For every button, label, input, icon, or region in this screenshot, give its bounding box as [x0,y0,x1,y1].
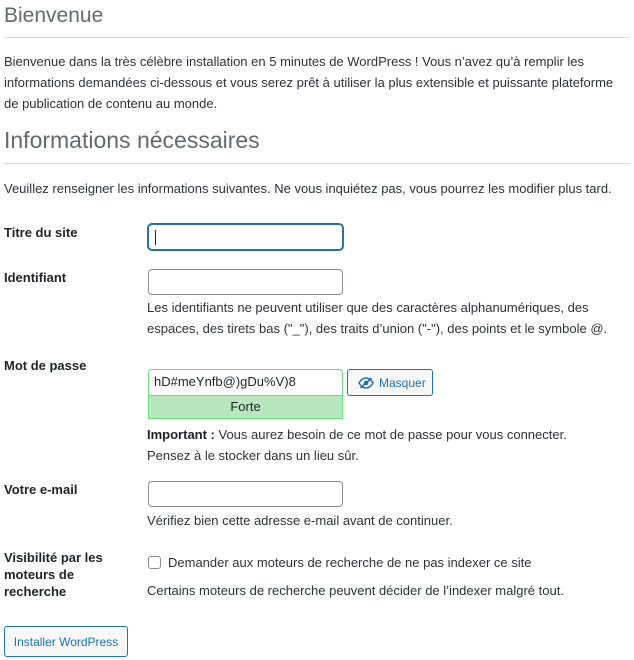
visibility-label: Visibilité par les moteurs de recherche [4,550,103,599]
password-input[interactable]: hD#meYnfb@)gDu%V)8 [148,369,343,395]
text-caret [155,230,156,245]
username-input[interactable] [148,269,343,295]
username-help: Les identifiants ne peuvent utiliser que des caractères alphanumériques, des espaces, des tirets bas ("_"), des traits d’union ("-"), des points et le symbole @. [147,300,608,336]
email-input[interactable] [148,481,343,507]
email-help: Vérifiez bien cette adresse e-mail avant de continuer. [147,513,453,528]
password-strength-indicator: Forte [148,395,343,419]
divider [4,163,630,164]
site-title-label: Titre du site [4,225,78,240]
info-title: Informations nécessaires [4,127,260,153]
noindex-checkbox-label[interactable]: Demander aux moteurs de recherche de ne pas indexer ce site [168,555,532,570]
noindex-checkbox[interactable] [148,556,161,569]
password-note-important: Important : [147,427,215,442]
email-label: Votre e-mail [4,482,78,497]
password-note-text: Vous aurez besoin de ce mot de passe pour vous connecter. Pensez à le stocker dans un lieu sûr. [147,427,567,463]
username-label: Identifiant [4,270,67,285]
welcome-intro: Bienvenue dans la très célèbre installation en 5 minutes de WordPress ! Vous n’avez qu’à remplir les informations demandées ci-dessous et vous serez prêt à utiliser la plus extensible et puissante plateforme de publication de contenu au monde. [4,54,614,111]
password-label: Mot de passe [4,358,87,373]
info-subtitle: Veuillez renseigner les informations suivantes. Ne vous inquiétez pas, vous pourrez les modifier plus tard. [4,181,612,196]
visibility-help: Certains moteurs de recherche peuvent décider de l’indexer malgré tout. [147,583,564,598]
divider [4,37,630,38]
hide-password-label: Masquer [379,375,426,390]
eye-slash-icon [358,377,374,389]
hide-password-button[interactable] [347,369,433,396]
welcome-title: Bienvenue [4,4,104,27]
site-title-input[interactable] [148,224,343,250]
install-wordpress-button[interactable]: Installer WordPress [4,626,128,657]
password-note [147,424,607,466]
